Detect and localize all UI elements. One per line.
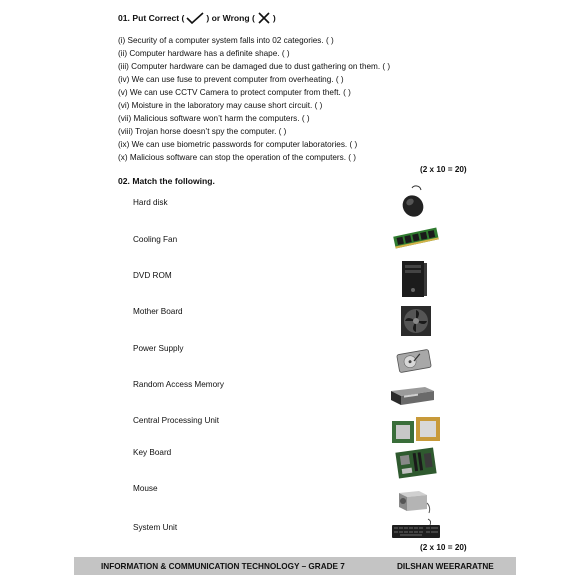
mouse-icon	[394, 184, 434, 220]
term-cpu: Central Processing Unit	[133, 416, 220, 425]
term-hard-disk: Hard disk	[133, 198, 168, 207]
q2-title: 02. Match the following.	[118, 176, 215, 186]
page-footer	[74, 557, 516, 575]
footer-author: DILSHAN WEERARATNE	[397, 561, 494, 571]
statement-3: (iii) Computer hardware can be damaged due to dust gathering on them. ( )	[118, 62, 391, 71]
q2-marks: (2 x 10 = 20)	[420, 543, 467, 552]
q1-title-prefix: 01. Put Correct (	[118, 13, 185, 23]
term-system-unit: System Unit	[133, 523, 178, 532]
dvd-rom-icon	[387, 383, 437, 409]
statement-10: (x) Malicious software can stop the operation of the computers. ( )	[118, 153, 356, 162]
statement-2: (ii) Computer hardware has a definite shape. ( )	[118, 49, 290, 58]
q1-title	[118, 12, 276, 24]
statement-4: (iv) We can use fuse to prevent computer from overheating. ( )	[118, 75, 344, 84]
q1-marks: (2 x 10 = 20)	[420, 165, 467, 174]
ram-stick-icon	[392, 224, 440, 252]
statement-9: (ix) We can use biometric passwords for computer laboratories. ( )	[118, 140, 358, 149]
term-keyboard: Key Board	[133, 448, 172, 457]
term-mouse: Mouse	[133, 484, 158, 493]
tick-icon	[185, 12, 205, 24]
term-ram: Random Access Memory	[133, 380, 225, 389]
cpu-icon	[390, 415, 442, 445]
cross-icon	[256, 12, 272, 24]
q1-title-suffix: )	[272, 13, 276, 23]
cooling-fan-icon	[399, 304, 433, 338]
statement-6: (vi) Moisture in the laboratory may cause short circuit. ( )	[118, 101, 323, 110]
statement-8: (viii) Trojan horse doesn’t spy the computer. ( )	[118, 127, 287, 136]
statement-7: (vii) Malicious software won’t harm the computers. ( )	[118, 114, 310, 123]
keyboard-icon	[390, 518, 442, 540]
statement-1: (i) Security of a computer system falls into 02 categories. ( )	[118, 36, 334, 45]
motherboard-icon	[393, 447, 439, 479]
q1-title-middle: ) or Wrong (	[206, 13, 255, 23]
statement-5: (v) We can use CCTV Camera to protect computer from theft. ( )	[118, 88, 351, 97]
term-dvd-rom: DVD ROM	[133, 271, 172, 280]
power-supply-icon	[393, 485, 433, 515]
system-unit-icon	[398, 259, 430, 299]
hard-disk-icon	[394, 347, 434, 375]
term-mother-board: Mother Board	[133, 307, 183, 316]
term-cooling-fan: Cooling Fan	[133, 235, 178, 244]
footer-subject: INFORMATION & COMMUNICATION TECHNOLOGY – GRADE 7	[101, 561, 345, 571]
term-power-supply: Power Supply	[133, 344, 184, 353]
